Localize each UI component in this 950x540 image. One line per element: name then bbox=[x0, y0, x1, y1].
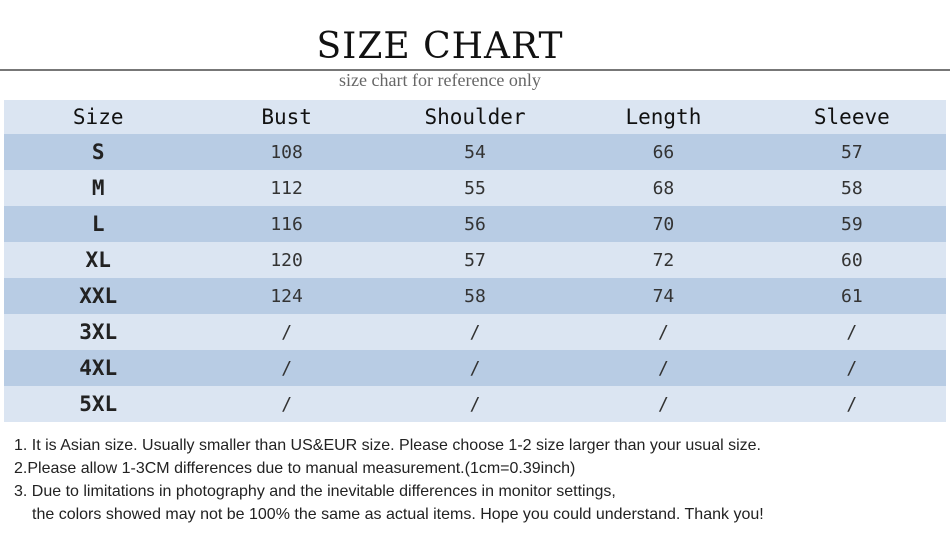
size-cell: 3XL bbox=[79, 320, 118, 344]
sleeve-cell: 57 bbox=[840, 141, 863, 163]
sleeve-cell: / bbox=[846, 393, 858, 415]
table-row bbox=[4, 242, 946, 278]
shoulder-cell: / bbox=[469, 357, 481, 379]
size-cell: 4XL bbox=[79, 356, 118, 380]
length-cell: / bbox=[658, 357, 669, 379]
sleeve-cell: / bbox=[846, 357, 858, 379]
length-cell: 68 bbox=[652, 177, 675, 199]
note-line: 1. It is Asian size. Usually smaller than US&EUR size. Please choose 1-2 size larger than your usual size. bbox=[14, 437, 761, 454]
bust-cell: / bbox=[281, 321, 293, 343]
column-header-shoulder: Shoulder bbox=[424, 105, 526, 129]
bust-cell: 116 bbox=[270, 213, 303, 235]
note-line: 2.Please allow 1-3CM differences due to manual measurement.(1cm=0.39inch) bbox=[14, 460, 576, 477]
table-header-row bbox=[4, 100, 946, 134]
length-cell: 72 bbox=[652, 249, 675, 271]
sleeve-cell: 61 bbox=[840, 285, 863, 307]
table-row bbox=[4, 314, 946, 350]
size-cell: L bbox=[91, 212, 105, 236]
length-cell: 70 bbox=[652, 213, 675, 235]
shoulder-cell: / bbox=[469, 393, 481, 415]
size-cell: M bbox=[91, 176, 105, 200]
shoulder-cell: 56 bbox=[464, 213, 486, 235]
length-cell: / bbox=[658, 393, 669, 415]
shoulder-cell: / bbox=[469, 321, 481, 343]
bust-cell: 120 bbox=[270, 249, 303, 271]
column-header-size: Size bbox=[72, 105, 124, 129]
shoulder-cell: 58 bbox=[464, 285, 486, 307]
sleeve-cell: / bbox=[846, 321, 858, 343]
sleeve-cell: 59 bbox=[840, 213, 863, 235]
bust-cell: 108 bbox=[270, 141, 303, 163]
size-cell: 5XL bbox=[79, 392, 118, 416]
table-row bbox=[4, 170, 946, 206]
bust-cell: 112 bbox=[270, 177, 303, 199]
table-row bbox=[4, 278, 946, 314]
bust-cell: 124 bbox=[270, 285, 303, 307]
length-cell: 74 bbox=[652, 285, 675, 307]
table-row bbox=[4, 350, 946, 386]
length-cell: / bbox=[658, 321, 669, 343]
bust-cell: / bbox=[281, 393, 293, 415]
table-row bbox=[4, 206, 946, 242]
note-line: 3. Due to limitations in photography and the inevitable differences in monitor settings, bbox=[14, 483, 616, 500]
page-title: SIZE CHART bbox=[316, 26, 564, 67]
shoulder-cell: 54 bbox=[464, 141, 486, 163]
size-cell: XXL bbox=[79, 284, 118, 308]
size-cell: S bbox=[91, 140, 105, 164]
bust-cell: / bbox=[281, 357, 293, 379]
notes-section bbox=[14, 434, 944, 526]
size-table bbox=[4, 100, 946, 422]
column-header-length: Length bbox=[625, 105, 702, 129]
chart-header bbox=[0, 0, 950, 96]
length-cell: 66 bbox=[652, 141, 675, 163]
note-line: the colors showed may not be 100% the same as actual items. Hope you could understand. Thank you! bbox=[32, 506, 764, 523]
sleeve-cell: 58 bbox=[840, 177, 863, 199]
shoulder-cell: 55 bbox=[464, 177, 486, 199]
page-subtitle: size chart for reference only bbox=[339, 70, 541, 90]
table-row bbox=[4, 134, 946, 170]
column-header-bust: Bust bbox=[261, 105, 312, 129]
shoulder-cell: 57 bbox=[464, 249, 486, 271]
table-row bbox=[4, 386, 946, 422]
sleeve-cell: 60 bbox=[840, 249, 863, 271]
size-cell: XL bbox=[85, 248, 111, 272]
column-header-sleeve: Sleeve bbox=[813, 105, 890, 129]
